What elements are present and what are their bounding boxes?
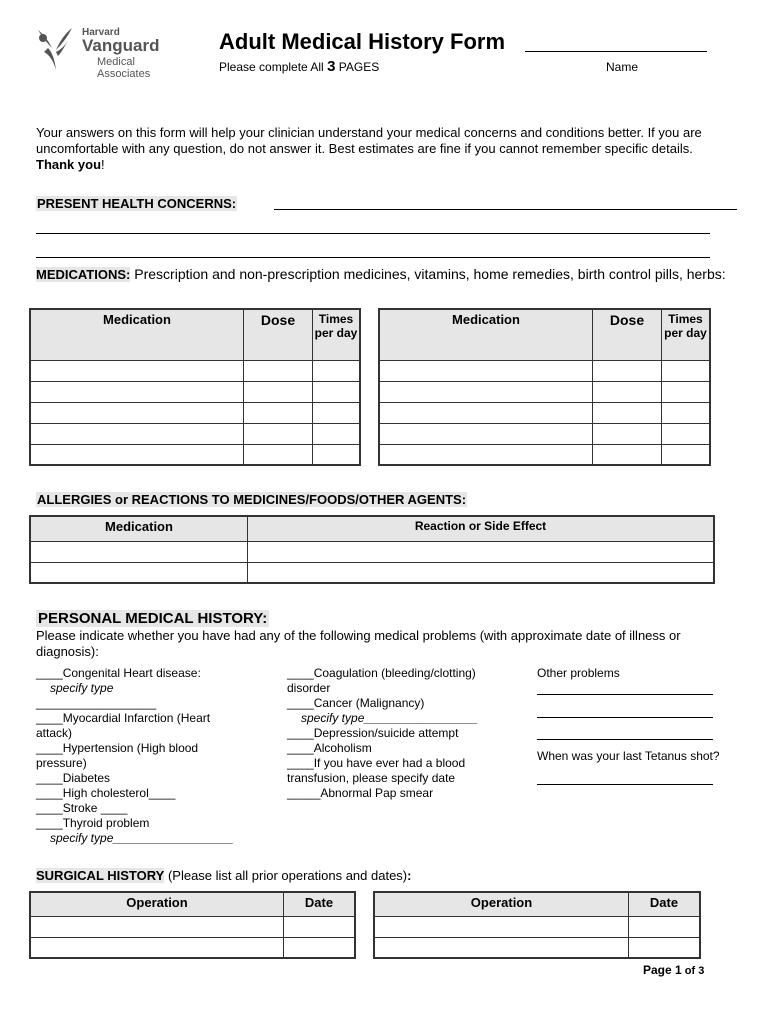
med-name-input[interactable] <box>380 384 596 400</box>
page-subtitle <box>219 58 379 75</box>
logo-vanguard: Vanguard <box>82 36 160 55</box>
intro-thanks: Thank you <box>36 157 102 172</box>
table-row <box>30 562 714 583</box>
table-row <box>379 381 710 402</box>
table-row <box>379 360 710 381</box>
table-row <box>379 444 710 465</box>
col-date: Date <box>629 892 701 916</box>
intro-text <box>36 125 736 173</box>
table-row <box>30 360 360 381</box>
operation-date-input[interactable] <box>284 919 358 935</box>
med-name-input[interactable] <box>31 405 247 421</box>
med-name-input[interactable] <box>31 384 247 400</box>
table-row <box>30 541 714 562</box>
col-operation: Operation <box>374 892 629 916</box>
present-health-input-1[interactable] <box>274 193 741 210</box>
med-dose-input[interactable] <box>244 426 316 442</box>
col-medication: Medication <box>379 309 593 360</box>
pmh-pap-smear[interactable]: _____Abnormal Pap smear <box>287 786 434 800</box>
table-row <box>30 444 360 465</box>
med-dose-input[interactable] <box>244 405 316 421</box>
col-times-per-day: Times per day <box>662 309 711 360</box>
intro-thanks-end: ! <box>101 157 105 172</box>
med-dose-input[interactable] <box>244 363 316 379</box>
name-line <box>525 51 707 52</box>
other-problems-input-2[interactable] <box>537 703 717 718</box>
pmh-alcoholism[interactable]: ____Alcoholism <box>287 741 372 755</box>
table-row <box>374 937 700 958</box>
surgical-table-left <box>29 891 356 959</box>
col-medication: Medication <box>30 516 248 541</box>
med-times-input[interactable] <box>313 426 363 442</box>
pmh-heading: PERSONAL MEDICAL HISTORY: <box>38 610 268 627</box>
table-row <box>30 916 355 937</box>
page-title: Adult Medical History Form <box>219 29 506 54</box>
page-number-total: of 3 <box>681 965 705 977</box>
surgical-colon: : <box>407 868 412 883</box>
allergy-medication-input[interactable] <box>31 564 251 580</box>
table-row <box>30 937 355 958</box>
present-health-input-2[interactable] <box>36 217 714 234</box>
pmh-thyroid[interactable]: ____Thyroid problem <box>36 816 150 830</box>
col-dose: Dose <box>244 309 313 360</box>
allergies-heading: ALLERGIES or REACTIONS TO MEDICINES/FOODS/OTHER AGENTS: <box>37 492 467 507</box>
operation-date-input[interactable] <box>629 919 703 935</box>
page-number <box>643 963 704 977</box>
other-problems-input-1[interactable] <box>537 680 717 695</box>
med-times-input[interactable] <box>662 446 713 462</box>
pmh-transfusion-cont: transfusion, please specify date <box>287 771 456 785</box>
col-date: Date <box>284 892 356 916</box>
pmh-depression[interactable]: ____Depression/suicide attempt <box>287 726 459 740</box>
page-number-current: Page 1 <box>643 963 682 977</box>
surgical-label: SURGICAL HISTORY <box>36 868 165 883</box>
operation-input[interactable] <box>375 939 632 955</box>
tetanus-input[interactable] <box>537 770 717 785</box>
med-times-input[interactable] <box>662 384 713 400</box>
med-times-input[interactable] <box>313 405 363 421</box>
allergies-table <box>29 515 715 584</box>
allergy-medication-input[interactable] <box>31 544 251 560</box>
pmh-coagulation-cont: disorder <box>287 681 331 695</box>
tetanus-label: When was your last Tetanus shot? <box>537 749 720 763</box>
subtitle-post: PAGES <box>338 60 380 74</box>
col-reaction: Reaction or Side Effect <box>248 516 715 541</box>
table-row <box>30 381 360 402</box>
pmh-congenital-specify: specify type <box>50 681 114 695</box>
allergy-reaction-input[interactable] <box>248 544 717 560</box>
table-row <box>379 402 710 423</box>
medications-heading <box>36 266 736 283</box>
surgical-desc: (Please list all prior operations and dates) <box>164 868 408 883</box>
present-health-input-3[interactable] <box>36 241 714 258</box>
operation-date-input[interactable] <box>284 939 358 955</box>
med-name-input[interactable] <box>31 426 247 442</box>
pmh-cholesterol[interactable]: ____High cholesterol____ <box>36 786 176 800</box>
med-dose-input[interactable] <box>593 384 665 400</box>
med-dose-input[interactable] <box>244 446 316 462</box>
present-health-heading: PRESENT HEALTH CONCERNS: <box>37 196 237 211</box>
table-row <box>30 423 360 444</box>
medications-label: MEDICATIONS: <box>36 267 131 282</box>
pmh-hypertension[interactable]: ____Hypertension (High blood <box>36 741 199 755</box>
med-name-input[interactable] <box>380 446 596 462</box>
med-dose-input[interactable] <box>593 363 665 379</box>
pmh-cancer[interactable]: ____Cancer (Malignancy) <box>287 696 425 710</box>
name-input[interactable] <box>525 31 711 51</box>
name-label: Name <box>606 60 639 74</box>
med-times-input[interactable] <box>662 405 713 421</box>
col-operation: Operation <box>30 892 284 916</box>
logo <box>34 26 186 80</box>
pmh-column-2 <box>287 666 527 801</box>
med-dose-input[interactable] <box>593 405 665 421</box>
surgical-heading <box>36 868 411 883</box>
vanguard-leaf-icon <box>34 26 76 72</box>
pmh-column-1 <box>36 666 276 846</box>
col-dose: Dose <box>593 309 662 360</box>
med-times-input[interactable] <box>313 384 363 400</box>
pmh-hypertension-cont: pressure) <box>36 756 87 770</box>
med-name-input[interactable] <box>31 446 247 462</box>
med-name-input[interactable] <box>380 405 596 421</box>
medications-desc: Prescription and non-prescription medicines, vitamins, home remedies, birth control pills, herbs: <box>130 266 726 282</box>
surgical-table-right <box>373 891 701 959</box>
subtitle-pre: Please complete All <box>219 60 324 74</box>
pmh-transfusion[interactable]: ____If you have ever had a blood <box>287 756 466 770</box>
intro-body: Your answers on this form will help your clinician understand your medical concerns and conditions better. If you are uncomfortable with any question, do not answer it. Best estimates are fine if you cannot remember specific details. <box>36 125 702 156</box>
med-name-input[interactable] <box>380 363 596 379</box>
operation-input[interactable] <box>375 919 632 935</box>
pmh-diabetes[interactable]: ____Diabetes <box>36 771 111 785</box>
med-times-input[interactable] <box>313 363 363 379</box>
operation-date-input[interactable] <box>629 939 703 955</box>
med-dose-input[interactable] <box>593 446 665 462</box>
med-times-input[interactable] <box>313 446 363 462</box>
med-name-input[interactable] <box>31 363 247 379</box>
pmh-other-label: Other problems <box>537 666 620 680</box>
logo-harvard: Harvard <box>82 27 120 38</box>
operation-input[interactable] <box>31 939 287 955</box>
other-problems-input-3[interactable] <box>537 725 717 740</box>
med-dose-input[interactable] <box>593 426 665 442</box>
medications-table-right <box>378 308 711 466</box>
logo-medical-associates: Medical Associates <box>97 56 151 80</box>
med-name-input[interactable] <box>380 426 596 442</box>
pmh-desc: Please indicate whether you have had any of the following medical problems (with approximate date of illness or diagnosis): <box>36 628 681 659</box>
pmh-mi-cont: attack) <box>36 726 73 740</box>
pmh-thyroid-specify[interactable]: specify type__________________ <box>50 831 234 845</box>
operation-input[interactable] <box>31 919 287 935</box>
pmh-congenital-blank[interactable]: __________________ <box>36 696 157 710</box>
table-row <box>374 916 700 937</box>
pmh-cancer-specify[interactable]: specify type_________________ <box>301 711 478 725</box>
subtitle-page-count: 3 <box>327 58 336 75</box>
pmh-stroke[interactable]: ____Stroke ____ <box>36 801 128 815</box>
col-medication: Medication <box>30 309 244 360</box>
med-dose-input[interactable] <box>244 384 316 400</box>
col-times-per-day: Times per day <box>313 309 361 360</box>
medications-table-left <box>29 308 361 466</box>
allergy-reaction-input[interactable] <box>248 564 717 580</box>
table-row <box>379 423 710 444</box>
med-times-input[interactable] <box>662 426 713 442</box>
pmh-coagulation[interactable]: ____Coagulation (bleeding/clotting) <box>287 666 476 680</box>
med-times-input[interactable] <box>662 363 713 379</box>
pmh-mi[interactable]: ____Myocardial Infarction (Heart <box>36 711 211 725</box>
table-row <box>30 402 360 423</box>
pmh-congenital[interactable]: ____Congenital Heart disease: <box>36 666 201 680</box>
